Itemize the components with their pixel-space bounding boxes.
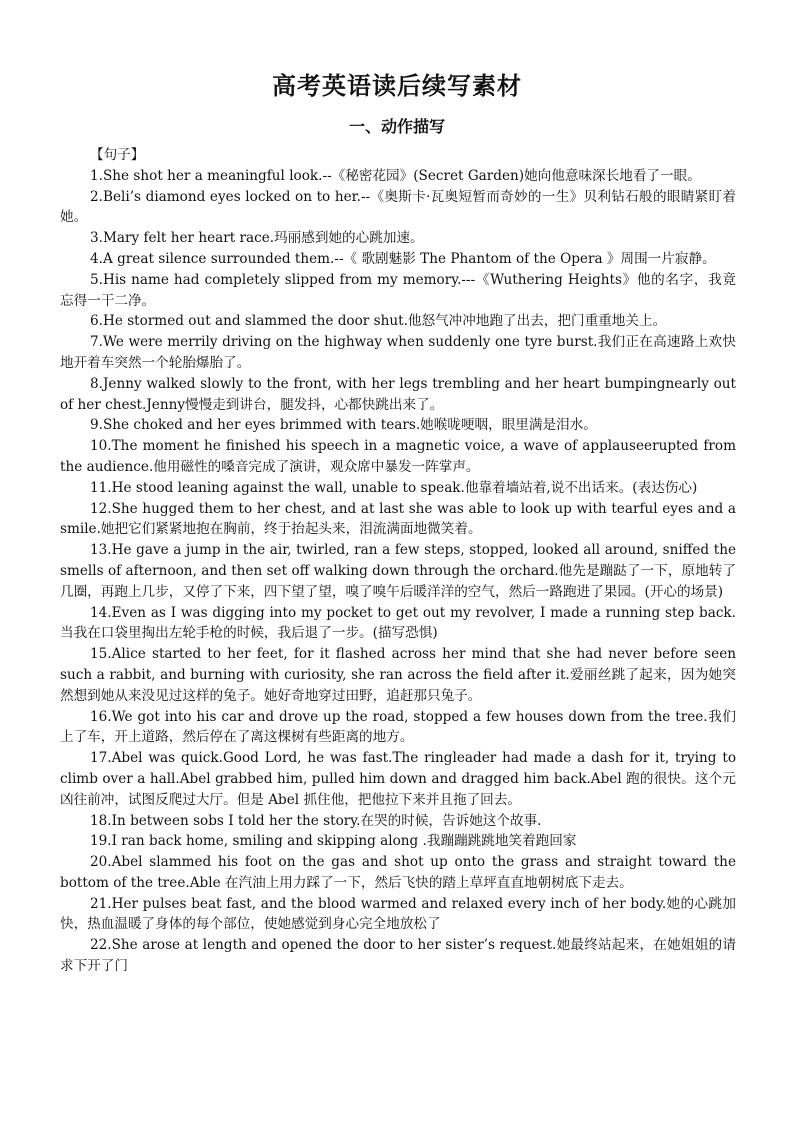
sentence-item: 8.Jenny walked slowly to the front, with her legs trembling and her heart bumpingnearly out of her chest.Jenny慢慢走到讲台，腿发抖，心都快跳出来了。 — [60, 375, 736, 413]
sentence-item: 6.He stormed out and slammed the door shut.他怒气冲冲地跑了出去，把门重重地关上。 — [90, 313, 667, 330]
sentence-item: 3.Mary felt her heart race.玛丽感到她的心跳加速。 — [90, 230, 424, 247]
sentence-item: 15.Alice started to her feet, for it flashed across her mind that she had never before seen such a rabbit, and burning with curiosity, she ran across the field after it.爱丽丝跳了起来，因为她突然想到她从来没见过这样的兔子。她好奇地穿过田野，追赶那只兔子。 — [60, 646, 736, 704]
sentence-item: 1.She shot her a meaningful look.--《秘密花园》(Secret Garden)她向他意味深长地看了一眼。 — [90, 167, 701, 184]
sentence-item: 14.Even as I was digging into my pocket to get out my revolver, I made a running step back.当我在口袋里掏出左轮手枪的时候，我后退了一步。(描写恐惧) — [60, 604, 736, 642]
sentence-item: 5.His name had completely slipped from my memory.---《Wuthering Heights》他的名字，我竟忘得一干二净。 — [60, 271, 736, 309]
section-heading: 一、动作描写 — [348, 117, 445, 136]
sentence-item: 21.Her pulses beat fast, and the blood warmed and relaxed every inch of her body.她的心跳加快，热血温暖了身体的每个部位，使她感觉到身心完全地放松了 — [60, 895, 736, 933]
sentence-item: 16.We got into his car and drove up the road, stopped a few houses down from the tree.我们上了车，开上道路，然后停在了离这棵树有些距离的地方。 — [60, 708, 736, 746]
sentence-item: 18.In between sobs I told her the story.在哭的时候，告诉她这个故事. — [90, 812, 542, 829]
sentence-item: 22.She arose at length and opened the door to her sister’s request.她最终站起来，在她姐姐的请求下开了门 — [60, 937, 736, 975]
sentences-label: 【句子】 — [90, 147, 145, 163]
page-title: 高考英语读后续写素材 — [272, 72, 522, 100]
sentence-item: 11.He stood leaning against the wall, unable to speak.他靠着墙站着,说不出话来。(表达伤心) — [90, 479, 698, 496]
sentence-item: 7.We were merrily driving on the highway when suddenly one tyre burst.我们正在高速路上欢快地开着车突然一个轮胎爆胎了。 — [60, 334, 736, 371]
sentence-item: 12.She hugged them to her chest, and at last she was able to look up with tearful eyes and a smile.她把它们紧紧地抱在胸前，终于抬起头来，泪流满面地微笑着。 — [60, 500, 736, 538]
sentence-item: 13.He gave a jump in the air, twirled, ran a few steps, stopped, looked all around, sniffed the smells of afternoon, and then set off walking down through the orchard.他先是蹦跶了一下，原地转了几圈，再跑上几步，又停了下来，四下望了望，嗅了嗅午后暖洋洋的空气，然后一路跑进了果园。(开心的场景) — [60, 542, 736, 600]
sentence-item: 10.The moment he finished his speech in a magnetic voice, a wave of applauseerupted from the audience.他用磁性的嗓音完成了演讲，观众席中暴发一阵掌声。 — [60, 438, 736, 475]
document-body — [60, 145, 736, 977]
sentence-item: 19.I ran back home, smiling and skipping along .我蹦蹦跳跳地笑着跑回家 — [90, 833, 577, 850]
sentence-item: 20.Abel slammed his foot on the gas and shot up onto the grass and straight toward the bottom of the tree.Able 在汽油上用力踩了一下，然后飞快的踏上草坪直直地朝树底下走去。 — [60, 854, 736, 891]
sentence-item: 4.A great silence surrounded them.--《 歌剧魅影 The Phantom of the Opera 》周围一片寂静。 — [90, 250, 716, 267]
sentence-item: 17.Abel was quick.Good Lord, he was fast.The ringleader had made a dash for it, trying to climb over a hall.Abel grabbed him, pulled him down and dragged him back.Abel 跑的很快。这个元凶往前冲，试图反爬过大厅。但是 Abel 抓住他，把他拉下来并且拖了回去。 — [60, 750, 736, 808]
sentence-item: 2.Beli’s diamond eyes locked on to her.--《奥斯卡·瓦奥短暂而奇妙的一生》贝利钻石般的眼睛紧盯着她。 — [60, 188, 736, 226]
sentence-item: 9.She choked and her eyes brimmed with tears.她喉咙哽咽，眼里满是泪水。 — [90, 417, 597, 434]
